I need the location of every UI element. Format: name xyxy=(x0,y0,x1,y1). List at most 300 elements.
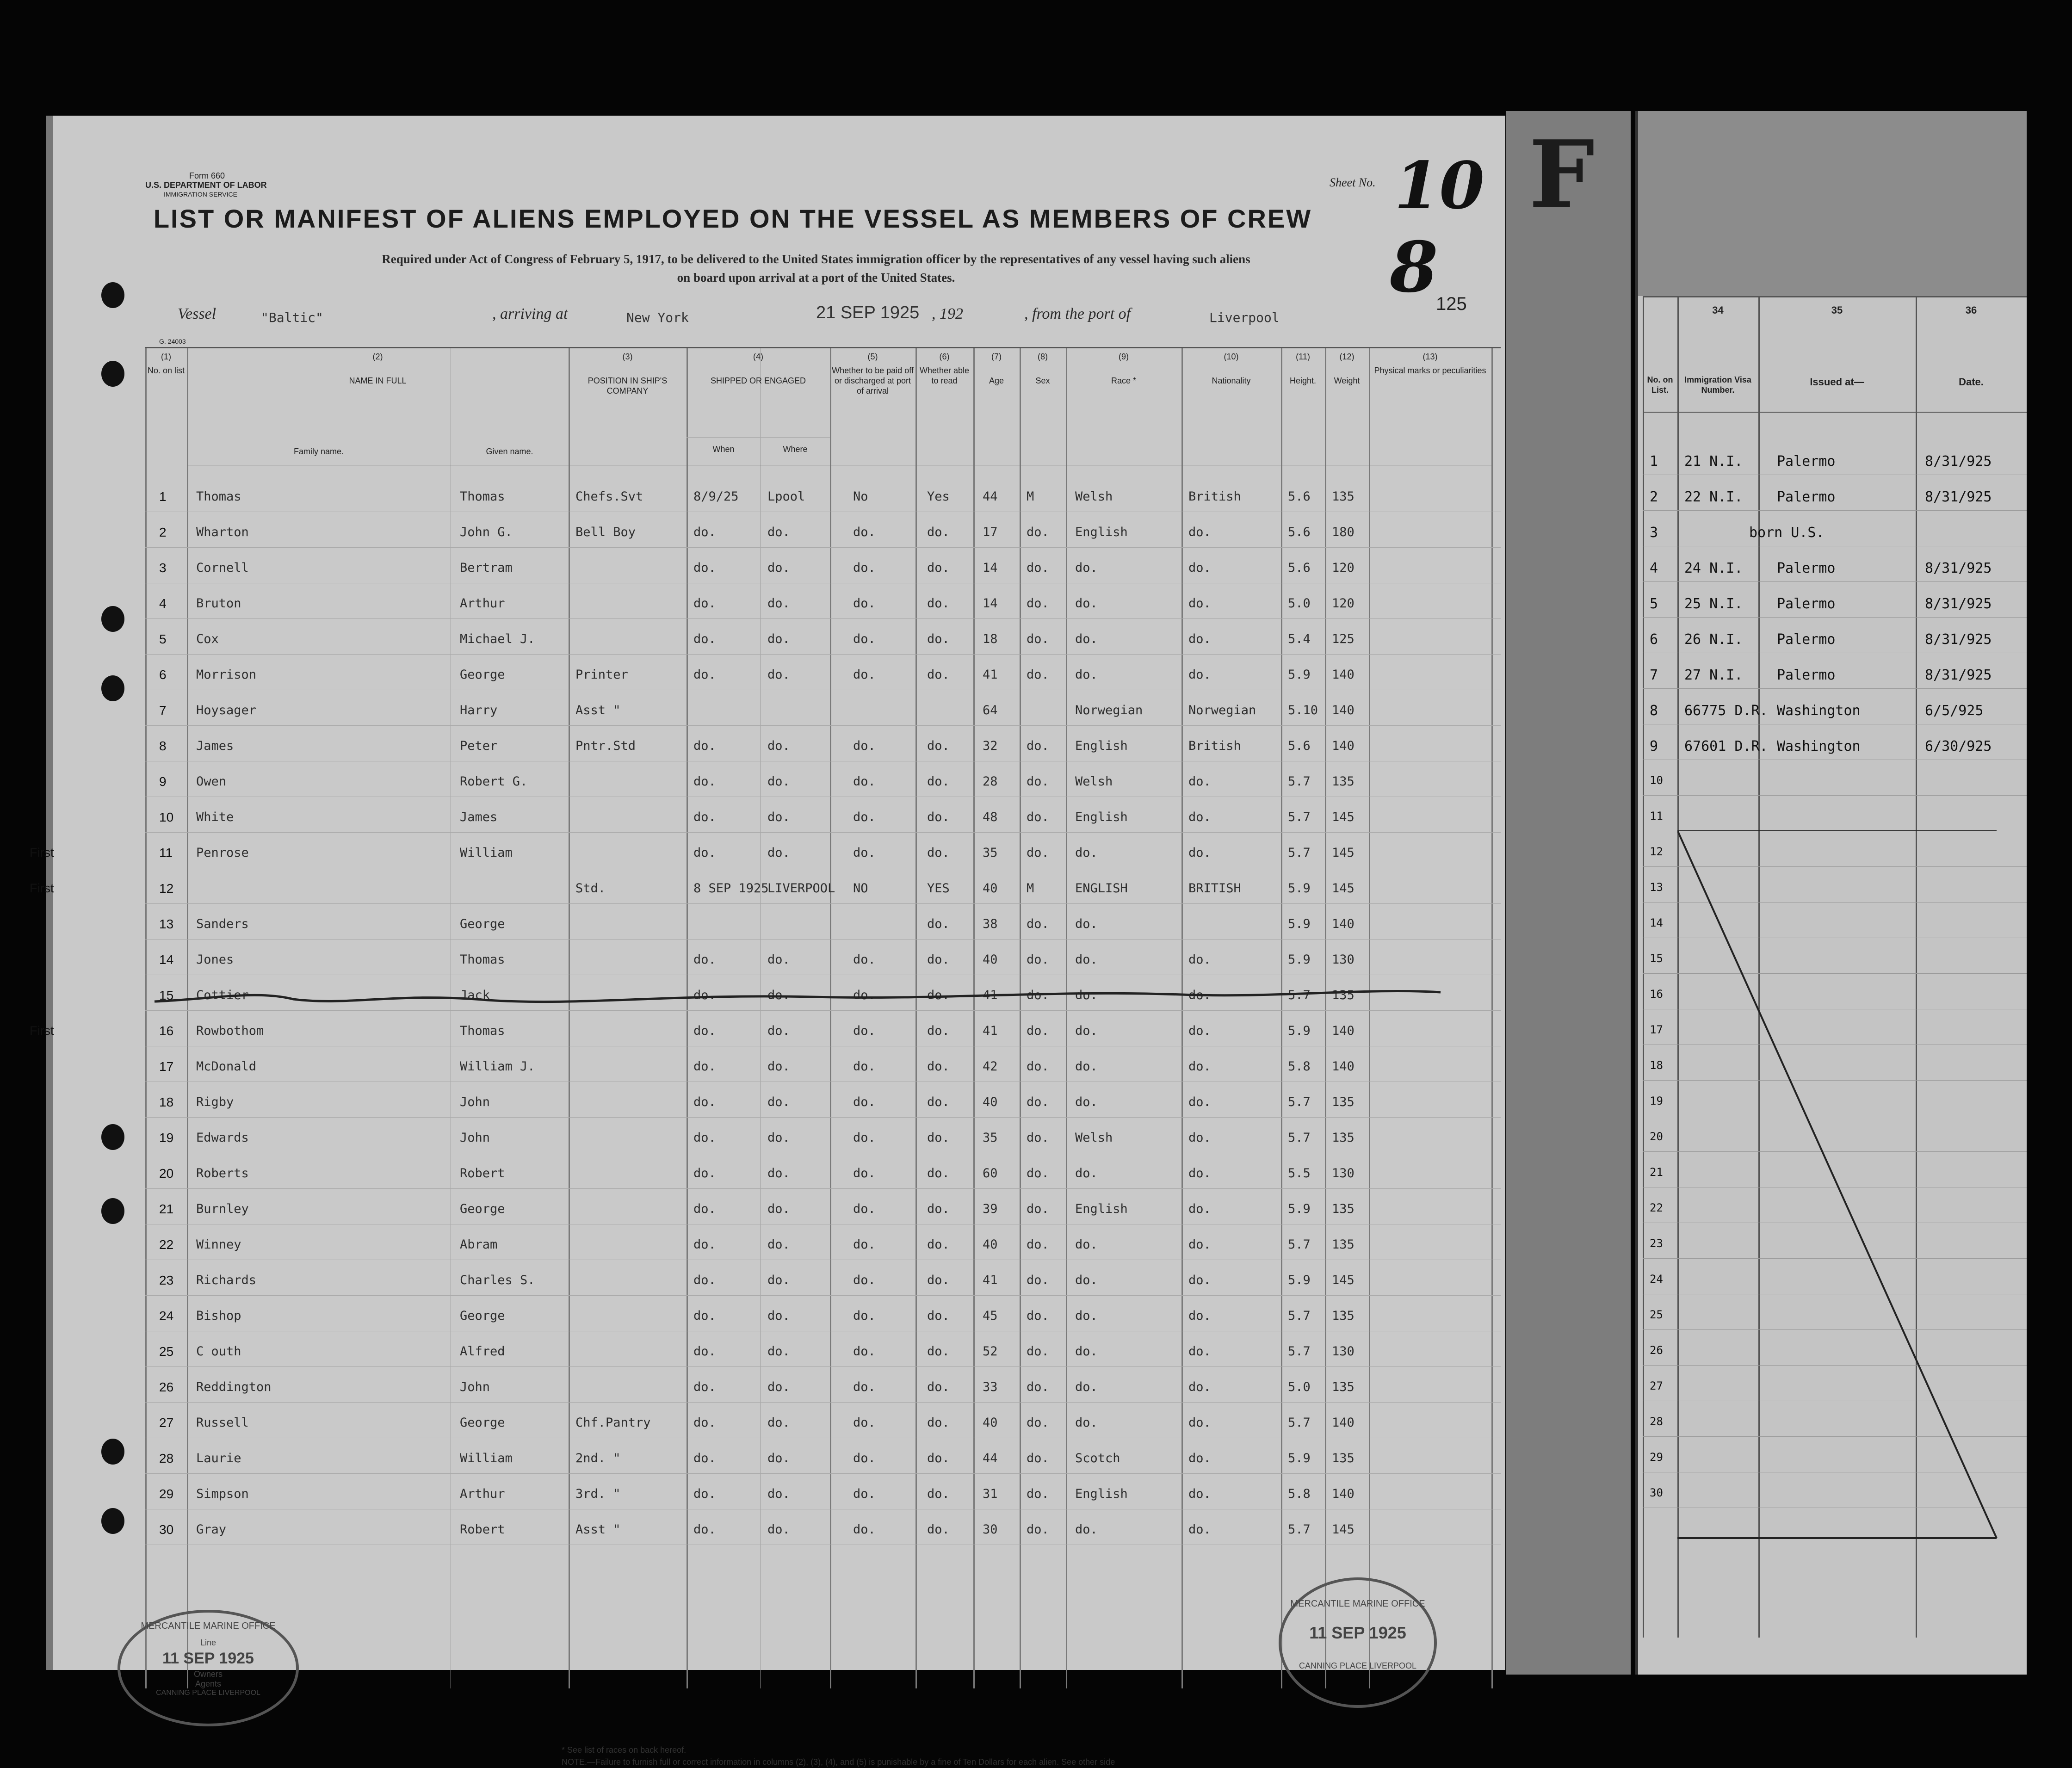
shipped-when: do. xyxy=(693,1059,716,1074)
row-number: 2 xyxy=(159,525,167,539)
visa-number: 67601 D.R. xyxy=(1684,738,1768,754)
family-name: Winney xyxy=(196,1237,241,1252)
cancel-diagonal xyxy=(1677,830,2029,1547)
col9-header: (9) Race * xyxy=(1111,352,1137,385)
age: 35 xyxy=(983,846,998,860)
shipped-when: do. xyxy=(693,1344,716,1359)
age: 32 xyxy=(983,739,998,753)
race: English xyxy=(1075,810,1128,824)
race: do. xyxy=(1075,1344,1098,1359)
arriving-label: , arriving at xyxy=(492,305,568,322)
family-name: Richards xyxy=(196,1273,257,1287)
visa-issued-at: Palermo xyxy=(1777,560,1836,576)
given-name: Peter xyxy=(460,739,498,753)
paid-off: do. xyxy=(853,810,876,824)
age: 40 xyxy=(983,1095,998,1109)
given-name: Bertram xyxy=(460,561,513,575)
given-name: Arthur xyxy=(460,596,505,611)
visa-row xyxy=(1643,582,2027,618)
strike-line xyxy=(118,981,1450,1008)
height: 5.6 xyxy=(1288,525,1311,539)
visa-date: 8/31/925 xyxy=(1925,667,1992,683)
age: 14 xyxy=(983,596,998,611)
shipped-when: do. xyxy=(693,561,716,575)
sex: do. xyxy=(1027,1024,1049,1038)
shipped-when: 8/9/25 xyxy=(693,489,739,504)
family-name: C outh xyxy=(196,1344,241,1359)
race: Norwegian xyxy=(1075,703,1143,717)
shipped-where: do. xyxy=(767,1344,790,1359)
visa-row-number: 22 xyxy=(1650,1201,1663,1214)
col13-header: (13) Physical marks or peculiarities xyxy=(1374,352,1486,375)
table-row xyxy=(145,512,1501,548)
col12-header: (12) Weight xyxy=(1334,352,1360,385)
table-row xyxy=(145,1474,1501,1509)
visa-colnum-36: 36 xyxy=(1965,304,1977,316)
shipped-where: do. xyxy=(767,846,790,860)
stamp-left: MERCANTILE MARINE OFFICE Line 11 SEP 1925 Owners Agents CANNING PLACE LIVERPOOL xyxy=(118,1610,299,1726)
able-to-read: do. xyxy=(927,1380,950,1394)
visa-row-number: 2 xyxy=(1650,489,1658,505)
height: 5.9 xyxy=(1288,1202,1311,1216)
shipped-when: do. xyxy=(693,1202,716,1216)
visa-colnum-35: 35 xyxy=(1831,304,1843,316)
row-number: 24 xyxy=(159,1309,174,1323)
position: 3rd. " xyxy=(575,1487,621,1501)
vessel-label: Vessel xyxy=(178,305,216,322)
weight: 135 xyxy=(1332,1451,1355,1465)
race: do. xyxy=(1075,1273,1098,1287)
visa-row-empty xyxy=(1643,796,2027,831)
sheet-label: Sheet No. xyxy=(1330,176,1376,189)
row-number: 3 xyxy=(159,561,167,575)
age: 39 xyxy=(983,1202,998,1216)
table-row xyxy=(145,761,1501,797)
paid-off: do. xyxy=(853,774,876,789)
footer-note-2: NOTE.—Failure to furnish full or correct information in columns (2), (3), (4), and (5) is punishable by a fine of Ten Dollars for each alien. See other side xyxy=(562,1757,1115,1767)
punch-hole xyxy=(101,361,124,387)
family-name: Rowbothom xyxy=(196,1024,264,1038)
row-number: 15 xyxy=(159,988,174,1002)
shipped-where: do. xyxy=(767,1309,790,1323)
height: 5.9 xyxy=(1288,1024,1311,1038)
family-name: Cottier xyxy=(196,988,249,1002)
age: 64 xyxy=(983,703,998,717)
manifest-sheet xyxy=(30,116,1505,1767)
able-to-read: do. xyxy=(927,1273,950,1287)
height: 5.8 xyxy=(1288,1059,1311,1074)
departure-port: Liverpool xyxy=(1209,310,1280,325)
weight: 130 xyxy=(1332,1344,1355,1359)
given-name: John G. xyxy=(460,525,513,539)
subtitle-line-2: on board upon arrival at a port of the United States. xyxy=(677,271,955,284)
age: 28 xyxy=(983,774,998,789)
sex: do. xyxy=(1027,1522,1049,1537)
punch-hole xyxy=(101,1198,124,1224)
able-to-read: do. xyxy=(927,846,950,860)
row-number: 11 xyxy=(159,846,173,860)
row-number: 9 xyxy=(159,774,167,789)
age: 41 xyxy=(983,1273,998,1287)
family-name: Burnley xyxy=(196,1202,249,1216)
col1-header: (1) No. on list xyxy=(147,352,185,375)
col2b-header: Given name. xyxy=(486,447,533,456)
position: Asst " xyxy=(575,1522,621,1537)
table-row xyxy=(30,1011,1501,1046)
shipped-where: do. xyxy=(767,810,790,824)
given-name: James xyxy=(460,810,498,824)
height: 5.7 xyxy=(1288,1237,1311,1252)
paid-off: do. xyxy=(853,1380,876,1394)
given-name: Robert xyxy=(460,1522,505,1537)
paid-off: do. xyxy=(853,1309,876,1323)
sex: do. xyxy=(1027,810,1049,824)
visa-issued-at: Washington xyxy=(1777,738,1861,754)
col3-header: (3) POSITION IN SHIP'S COMPANY xyxy=(588,352,668,396)
shipped-when: do. xyxy=(693,1416,716,1430)
row-number: 16 xyxy=(159,1024,174,1038)
col8-header: (8) Sex xyxy=(1035,352,1050,385)
given-name: George xyxy=(460,1309,505,1323)
sex: do. xyxy=(1027,1059,1049,1074)
height: 5.9 xyxy=(1288,917,1311,931)
visa-header-no: No. on List. xyxy=(1647,375,1673,395)
row-number: 26 xyxy=(159,1380,174,1394)
family-name: Laurie xyxy=(196,1451,241,1465)
nationality: BRITISH xyxy=(1188,881,1241,896)
visa-number: 27 N.I. xyxy=(1684,667,1743,683)
sex: do. xyxy=(1027,1237,1049,1252)
visa-row xyxy=(1643,546,2027,582)
age: 41 xyxy=(983,1024,998,1038)
race: ENGLISH xyxy=(1075,881,1128,896)
height: 5.9 xyxy=(1288,881,1311,896)
paid-off: do. xyxy=(853,739,876,753)
shipped-when: do. xyxy=(693,1309,716,1323)
row-number: 18 xyxy=(159,1095,174,1109)
sex: do. xyxy=(1027,525,1049,539)
table-row xyxy=(145,1403,1501,1438)
table-row xyxy=(145,1046,1501,1082)
table-row xyxy=(145,1367,1501,1403)
punch-hole xyxy=(101,1508,124,1534)
sex: do. xyxy=(1027,1309,1049,1323)
department: U.S. DEPARTMENT OF LABOR xyxy=(145,180,267,190)
visa-row-number: 9 xyxy=(1650,738,1658,754)
col10-header: (10) Nationality xyxy=(1212,352,1251,385)
nationality: do. xyxy=(1188,561,1211,575)
shipped-when: do. xyxy=(693,774,716,789)
col2-header: (2) NAME IN FULL xyxy=(349,352,407,385)
shipped-where: do. xyxy=(767,1487,790,1501)
shipped-when: do. xyxy=(693,1380,716,1394)
visa-row-number: 25 xyxy=(1650,1308,1663,1321)
weight: 130 xyxy=(1332,952,1355,967)
race: do. xyxy=(1075,561,1098,575)
sex: do. xyxy=(1027,1095,1049,1109)
position: Chefs.Svt xyxy=(575,489,643,504)
shipped-where: do. xyxy=(767,1273,790,1287)
paid-off: do. xyxy=(853,952,876,967)
shipped-when: do. xyxy=(693,1095,716,1109)
page-number: 125 xyxy=(1436,294,1467,314)
table-row xyxy=(145,476,1501,512)
shipped-where: do. xyxy=(767,1202,790,1216)
sex: M xyxy=(1027,881,1034,896)
visa-row-number: 12 xyxy=(1650,845,1663,858)
position: Printer xyxy=(575,668,628,682)
weight: 135 xyxy=(1332,1202,1355,1216)
shipped-when: do. xyxy=(693,1166,716,1181)
visa-date: 8/31/925 xyxy=(1925,631,1992,648)
visa-row-number: 17 xyxy=(1650,1023,1663,1036)
sex: do. xyxy=(1027,1344,1049,1359)
row-number: 17 xyxy=(159,1059,174,1074)
race: do. xyxy=(1075,668,1098,682)
visa-date: 8/31/925 xyxy=(1925,596,1992,612)
shipped-when: do. xyxy=(693,1024,716,1038)
shipped-where: do. xyxy=(767,952,790,967)
paid-off: do. xyxy=(853,1237,876,1252)
col5-header: (5) Whether to be paid off or discharged at port of arrival xyxy=(832,352,914,396)
visa-row-number: 11 xyxy=(1650,810,1663,822)
paid-off: do. xyxy=(853,1416,876,1430)
visa-row-number: 6 xyxy=(1650,631,1658,648)
row-number: 7 xyxy=(159,703,167,717)
nationality: do. xyxy=(1188,596,1211,611)
vessel-name: "Baltic" xyxy=(261,310,323,325)
paid-off: do. xyxy=(853,632,876,646)
col11-header: (11) Height. xyxy=(1289,352,1317,385)
row-number: 22 xyxy=(159,1237,174,1252)
visa-issued-at: Palermo xyxy=(1777,596,1836,612)
given-name: William xyxy=(460,846,513,860)
age: 14 xyxy=(983,561,998,575)
punch-hole xyxy=(101,675,124,701)
paid-off: do. xyxy=(853,1166,876,1181)
age: 41 xyxy=(983,988,998,1002)
table-row xyxy=(145,904,1501,940)
age: 45 xyxy=(983,1309,998,1323)
visa-row-number: 7 xyxy=(1650,667,1658,683)
able-to-read: do. xyxy=(927,917,950,931)
family-name: Cox xyxy=(196,632,219,646)
table-row xyxy=(145,1509,1501,1545)
family-name: Cornell xyxy=(196,561,249,575)
given-name: William J. xyxy=(460,1059,535,1074)
age: 60 xyxy=(983,1166,998,1181)
table-row xyxy=(145,619,1501,655)
height: 5.7 xyxy=(1288,1095,1311,1109)
paid-off: do. xyxy=(853,525,876,539)
sex: do. xyxy=(1027,632,1049,646)
age: 48 xyxy=(983,810,998,824)
row-number: 25 xyxy=(159,1344,174,1359)
age: 18 xyxy=(983,632,998,646)
race: do. xyxy=(1075,1416,1098,1430)
sex: do. xyxy=(1027,1273,1049,1287)
family-name: Wharton xyxy=(196,525,249,539)
shipped-when: do. xyxy=(693,952,716,967)
age: 35 xyxy=(983,1131,998,1145)
sex: do. xyxy=(1027,1166,1049,1181)
nationality: do. xyxy=(1188,952,1211,967)
table-row xyxy=(145,583,1501,619)
row-number: 12 xyxy=(159,881,174,896)
nationality: do. xyxy=(1188,1166,1211,1181)
visa-row-number: 13 xyxy=(1650,881,1663,894)
height: 5.7 xyxy=(1288,1309,1311,1323)
family-name: Sanders xyxy=(196,917,249,931)
weight: 145 xyxy=(1332,846,1355,860)
weight: 180 xyxy=(1332,525,1355,539)
weight: 140 xyxy=(1332,917,1355,931)
visa-row-number: 16 xyxy=(1650,988,1663,1001)
race: English xyxy=(1075,1487,1128,1501)
age: 40 xyxy=(983,1237,998,1252)
given-name: Thomas xyxy=(460,1024,505,1038)
visa-date: 8/31/925 xyxy=(1925,489,1992,505)
visa-row-number: 23 xyxy=(1650,1237,1663,1250)
visa-number: 26 N.I. xyxy=(1684,631,1743,648)
visa-row-number: 26 xyxy=(1650,1344,1663,1357)
visa-row-number: 8 xyxy=(1650,703,1658,719)
race: English xyxy=(1075,525,1128,539)
shipped-where: do. xyxy=(767,988,790,1002)
weight: 135 xyxy=(1332,774,1355,789)
age: 30 xyxy=(983,1522,998,1537)
race: do. xyxy=(1075,1237,1098,1252)
height: 5.6 xyxy=(1288,489,1311,504)
col2a-header: Family name. xyxy=(293,447,344,456)
sex: do. xyxy=(1027,774,1049,789)
given-name: Alfred xyxy=(460,1344,505,1359)
nationality: do. xyxy=(1188,1416,1211,1430)
shipped-where: do. xyxy=(767,1024,790,1038)
age: 40 xyxy=(983,881,998,896)
family-name: Roberts xyxy=(196,1166,249,1181)
table-row xyxy=(145,548,1501,583)
given-name: Charles S. xyxy=(460,1273,535,1287)
race: Scotch xyxy=(1075,1451,1120,1465)
race: do. xyxy=(1075,1522,1098,1537)
visa-date: 8/31/925 xyxy=(1925,560,1992,576)
sex: do. xyxy=(1027,988,1049,1002)
visa-row-number: 28 xyxy=(1650,1415,1663,1428)
age: 42 xyxy=(983,1059,998,1074)
height: 5.7 xyxy=(1288,774,1311,789)
table-row xyxy=(30,833,1501,868)
row-number: 13 xyxy=(159,917,174,931)
weight: 135 xyxy=(1332,988,1355,1002)
able-to-read: do. xyxy=(927,1024,950,1038)
visa-row xyxy=(1643,618,2027,653)
sex: do. xyxy=(1027,1131,1049,1145)
punch-hole xyxy=(101,1124,124,1150)
visa-row-number: 15 xyxy=(1650,952,1663,965)
shipped-when: do. xyxy=(693,1273,716,1287)
visa-header-issued: Issued at— xyxy=(1810,376,1864,388)
weight: 140 xyxy=(1332,668,1355,682)
visa-panel xyxy=(1635,111,2027,1675)
able-to-read: do. xyxy=(927,1522,950,1537)
visa-issued-at: Palermo xyxy=(1777,667,1836,683)
table-row xyxy=(145,726,1501,761)
shipped-when: do. xyxy=(693,988,716,1002)
family-name: Simpson xyxy=(196,1487,249,1501)
race: Welsh xyxy=(1075,774,1113,789)
age: 38 xyxy=(983,917,998,931)
position: 2nd. " xyxy=(575,1451,621,1465)
visa-table xyxy=(1643,296,2027,1638)
visa-row xyxy=(1643,511,2027,546)
able-to-read: do. xyxy=(927,525,950,539)
given-name: Thomas xyxy=(460,952,505,967)
able-to-read: do. xyxy=(927,561,950,575)
weight: 135 xyxy=(1332,1237,1355,1252)
visa-number: 25 N.I. xyxy=(1684,596,1743,612)
visa-issued-at: Palermo xyxy=(1777,489,1836,505)
row-number: 29 xyxy=(159,1487,174,1501)
panel-shadow xyxy=(1638,111,2027,296)
divider-strip xyxy=(1506,111,1631,1675)
race: do. xyxy=(1075,952,1098,967)
row-number: 1 xyxy=(159,489,167,504)
height: 5.7 xyxy=(1288,1522,1311,1537)
shipped-where: do. xyxy=(767,1059,790,1074)
weight: 145 xyxy=(1332,881,1355,896)
visa-row-number: 19 xyxy=(1650,1094,1663,1107)
height: 5.7 xyxy=(1288,810,1311,824)
weight: 145 xyxy=(1332,810,1355,824)
race: do. xyxy=(1075,1309,1098,1323)
punch-hole xyxy=(101,282,124,308)
shipped-when: do. xyxy=(693,810,716,824)
table-row xyxy=(145,1438,1501,1474)
visa-issued-at: Palermo xyxy=(1777,631,1836,648)
race: Welsh xyxy=(1075,1131,1113,1145)
nationality: do. xyxy=(1188,632,1211,646)
family-name: Hoysager xyxy=(196,703,257,717)
paid-off: do. xyxy=(853,1273,876,1287)
shipped-when: do. xyxy=(693,525,716,539)
sex: do. xyxy=(1027,1202,1049,1216)
page-title: LIST OR MANIFEST OF ALIENS EMPLOYED ON THE VESSEL AS MEMBERS OF CREW xyxy=(153,204,1312,233)
paid-off: do. xyxy=(853,668,876,682)
table-row xyxy=(145,797,1501,833)
row-number: 21 xyxy=(159,1202,174,1216)
shipped-where: do. xyxy=(767,1095,790,1109)
row-number: 20 xyxy=(159,1166,174,1181)
paid-off: do. xyxy=(853,561,876,575)
race: do. xyxy=(1075,596,1098,611)
strip-letter: F xyxy=(1529,120,1595,229)
sex: do. xyxy=(1027,596,1049,611)
nationality: do. xyxy=(1188,1095,1211,1109)
given-name: George xyxy=(460,1202,505,1216)
age: 40 xyxy=(983,952,998,967)
paid-off: do. xyxy=(853,1095,876,1109)
family-name: McDonald xyxy=(196,1059,257,1074)
sheet-number-handwritten: 10 xyxy=(1394,148,1484,224)
table-row xyxy=(145,1118,1501,1153)
shipped-where: do. xyxy=(767,1131,790,1145)
visa-row xyxy=(1643,475,2027,511)
visa-colnum-34: 34 xyxy=(1712,304,1724,316)
able-to-read: do. xyxy=(927,1487,950,1501)
nationality: Norwegian xyxy=(1188,703,1256,717)
height: 5.9 xyxy=(1288,1451,1311,1465)
